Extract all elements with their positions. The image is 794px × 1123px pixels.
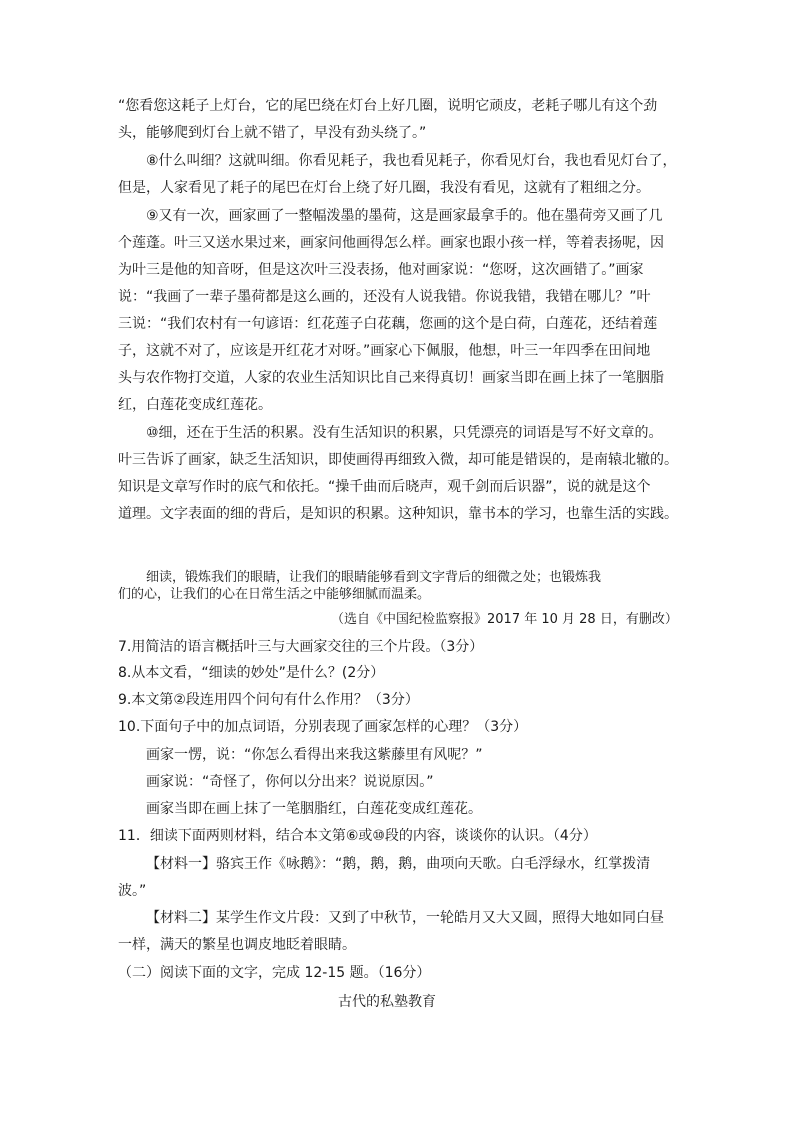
question-7: 7.用简洁的语言概括叶三与大画家交往的三个片段。（3分） bbox=[118, 639, 484, 655]
paragraph-9-line-6: 子，这就不对了，应该是开红花才对呀。”画家心下佩服，他想，叶三一年四季在田间地 bbox=[118, 343, 651, 359]
material-2-line-2: 一样，满天的繁星也调皮地眨着眼睛。 bbox=[118, 937, 356, 953]
paragraph-9-line-8: 红，白莲花变成红莲花。 bbox=[118, 397, 272, 413]
paragraph-8-line-1: ⑧什么叫细？这就叫细。你看见耗子，我也看见耗子，你看见灯台，我也看见灯台了， bbox=[146, 153, 677, 169]
paragraph-11-line-2: 们的心，让我们的心在日常生活之中能够细腻而温柔。 bbox=[118, 587, 431, 602]
paragraph-9-line-5: 三说：“我们农村有一句谚语：红花莲子白花藕，您画的这个是白荷，白莲花，还结着莲 bbox=[118, 316, 658, 332]
material-2-line-1: 【材料二】某学生作文片段：又到了中秋节，一轮皓月又大又圆，照得大地如同白昼 bbox=[146, 910, 664, 926]
paragraph-10-line-3: 知识是文章写作时的底气和依托。“操千曲而后晓声，观千剑而后识器”，说的就是这个 bbox=[118, 479, 651, 495]
question-11-stem: 11．细读下面两则材料，结合本文第⑥或⑩段的内容，谈谈你的认识。（4分） bbox=[118, 828, 597, 844]
source-citation: （选自《中国纪检监察报》2017 年 10 月 28 日，有删改） bbox=[331, 612, 678, 627]
paragraph-9-line-7: 头与农作物打交道，人家的农业生活知识比自己来得真切！画家当即在画上抹了一笔胭脂 bbox=[118, 370, 664, 386]
paragraph-9-line-1: ⑨又有一次，画家画了一整幅泼墨的墨荷，这是画家最拿手的。他在墨荷旁又画了几 bbox=[146, 208, 663, 224]
question-10-sentence-1: 画家一愣，说：“你怎么看得出来我这紫藤里有风呢？” bbox=[146, 747, 483, 763]
question-8: 8.从本文看，“细读的妙处”是什么？(2分） bbox=[118, 665, 385, 681]
quote-line-2: 头，能够爬到灯台上就不错了，早没有劲头绕了。” bbox=[118, 125, 427, 141]
paragraph-10-line-2: 叶三告诉了画家，缺乏生活知识，即使画得再细致入微，却可能是错误的，是南辕北辙的。 bbox=[118, 452, 678, 468]
material-1-line-2: 波。” bbox=[118, 883, 147, 899]
paragraph-9-line-4: 说：“我画了一辈子墨荷都是这么画的，还没有人说我错。你说我错，我错在哪儿？”叶 bbox=[118, 289, 651, 305]
next-article-title: 古代的私塾教育 bbox=[338, 994, 436, 1010]
paragraph-10-line-1: ⑩细，还在于生活的积累。没有生活知识的积累，只凭漂亮的词语是写不好文章的。 bbox=[146, 425, 663, 441]
question-10-sentence-3: 画家当即在画上抹了一笔胭脂红，白莲花变成红莲花。 bbox=[146, 801, 482, 817]
paragraph-11-line-1: 细读，锻炼我们的眼睛，让我们的眼睛能够看到文字背后的细微之处；也锻炼我 bbox=[146, 570, 602, 585]
paragraph-8-line-2: 但是，人家看见了耗子的尾巴在灯台上绕了好几圈，我没有看见，这就有了粗细之分。 bbox=[118, 180, 650, 196]
material-1-line-1: 【材料一】骆宾王作《咏鹅》：“鹅，鹅，鹅，曲项向天歌。白毛浮绿水，红掌拨清 bbox=[146, 856, 651, 872]
quote-line-1: “您看您这耗子上灯台，它的尾巴绕在灯台上好几圈，说明它顽皮，老耗子哪儿有这个劲 bbox=[118, 98, 658, 114]
question-9: 9.本文第②段连用四个问句有什么作用？（3分） bbox=[118, 692, 419, 708]
question-10-stem: 10.下面句子中的加点词语，分别表现了画家怎样的心理？（3分） bbox=[118, 719, 528, 735]
question-10-sentence-2: 画家说：“奇怪了，你何以分出来？说说原因。” bbox=[146, 774, 434, 790]
paragraph-9-line-2: 个莲蓬。叶三又送水果过来，画家问他画得怎么样。画家也跟小孩一样，等着表扬呢，因 bbox=[118, 235, 664, 251]
paragraph-9-line-3: 为叶三是他的知音呀，但是这次叶三没表扬，他对画家说：“您呀，这次画错了。”画家 bbox=[118, 262, 644, 278]
paragraph-10-line-4: 道理。文字表面的细的背后，是知识的积累。这种知识，靠书本的学习，也靠生活的实践。 bbox=[118, 506, 678, 522]
section-2-heading: （二）阅读下面的文字，完成 12-15 题。（16分） bbox=[118, 965, 431, 981]
